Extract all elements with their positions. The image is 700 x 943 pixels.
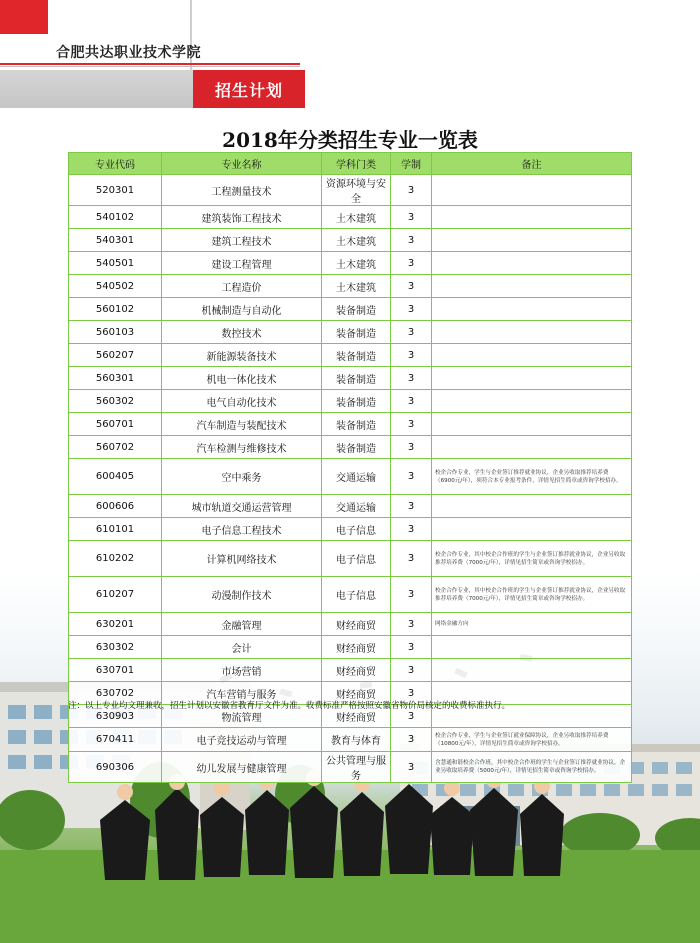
cell-name: 工程造价: [162, 275, 322, 298]
cell-note: 网络金融方向: [432, 613, 632, 636]
table-row: [69, 252, 632, 275]
cell-category: 电子信息: [322, 518, 391, 541]
cell-category: 教育与体育: [322, 728, 391, 752]
cell-note: [432, 275, 632, 298]
table-row: [69, 413, 632, 436]
cell-name: 机械制造与自动化: [162, 298, 322, 321]
cell-code: 560103: [69, 321, 162, 344]
cell-category: 装备制造: [322, 367, 391, 390]
school-name: 合肥共达职业技术学院: [56, 45, 201, 61]
table-row: [69, 344, 632, 367]
cell-years: 3: [391, 636, 432, 659]
cell-years: 3: [391, 752, 432, 783]
table-row: [69, 298, 632, 321]
cell-code: 630903: [69, 705, 162, 728]
cell-years: 3: [391, 390, 432, 413]
cell-category: 土木建筑: [322, 275, 391, 298]
table-row: [69, 206, 632, 229]
section-tab: 招生计划: [193, 70, 305, 108]
cell-category: 财经商贸: [322, 682, 391, 705]
cell-category: 装备制造: [322, 390, 391, 413]
table-row: [69, 636, 632, 659]
cell-name: 建筑装饰工程技术: [162, 206, 322, 229]
cell-years: 3: [391, 577, 432, 613]
cell-code: 560301: [69, 367, 162, 390]
column-header-code: 专业代码: [69, 153, 162, 175]
cell-code: 630201: [69, 613, 162, 636]
cell-note: [432, 495, 632, 518]
cell-note: [432, 636, 632, 659]
cell-name: 汽车检测与维修技术: [162, 436, 322, 459]
cell-code: 610202: [69, 541, 162, 577]
cell-name: 电子信息工程技术: [162, 518, 322, 541]
footnote: 注：以上专业均文理兼收，招生计划以安徽省教育厅文件为准。收费标准严格按照安徽省物价局核定的收费标准执行。: [68, 701, 511, 711]
cell-years: 3: [391, 436, 432, 459]
enrollment-table: [68, 152, 632, 783]
header-red-rule: [0, 63, 300, 65]
cell-name: 计算机网络技术: [162, 541, 322, 577]
cell-category: 土木建筑: [322, 206, 391, 229]
cell-code: 670411: [69, 728, 162, 752]
cell-category: 公共管理与服务: [322, 752, 391, 783]
cell-name: 汽车制造与装配技术: [162, 413, 322, 436]
cell-name: 机电一体化技术: [162, 367, 322, 390]
cell-category: 土木建筑: [322, 252, 391, 275]
table-row: [69, 275, 632, 298]
table-row: [69, 436, 632, 459]
cell-years: 3: [391, 613, 432, 636]
cell-name: 新能源装备技术: [162, 344, 322, 367]
cell-name: 电子竞技运动与管理: [162, 728, 322, 752]
cell-name: 数控技术: [162, 321, 322, 344]
column-header-years: 学制: [391, 153, 432, 175]
cell-code: 600405: [69, 459, 162, 495]
cell-category: 电子信息: [322, 577, 391, 613]
cell-years: 3: [391, 367, 432, 390]
cell-note: [432, 206, 632, 229]
table-row: [69, 659, 632, 682]
cell-category: 财经商贸: [322, 636, 391, 659]
cell-note: [432, 321, 632, 344]
table-row: [69, 390, 632, 413]
cell-name: 动漫制作技术: [162, 577, 322, 613]
cell-years: 3: [391, 705, 432, 728]
cell-category: 财经商贸: [322, 613, 391, 636]
column-header-name: 专业名称: [162, 153, 322, 175]
table-row: [69, 541, 632, 577]
cell-category: 装备制造: [322, 344, 391, 367]
table-header-row: [69, 153, 632, 175]
cell-note: [432, 298, 632, 321]
cell-years: 3: [391, 413, 432, 436]
cell-category: 装备制造: [322, 298, 391, 321]
cell-note: 校企合作专业，其中校企合作班的学生与企业签订推荐就业协议，企业另收取推荐培养费（7000元/年），详情见招生简章或咨询学校招办。: [432, 541, 632, 577]
cell-code: 540102: [69, 206, 162, 229]
column-header-note: 备注: [432, 153, 632, 175]
cell-years: 3: [391, 682, 432, 705]
cell-code: 600606: [69, 495, 162, 518]
cell-category: 土木建筑: [322, 229, 391, 252]
cell-name: 城市轨道交通运营管理: [162, 495, 322, 518]
table-row: [69, 518, 632, 541]
cell-years: 3: [391, 659, 432, 682]
table-row: [69, 367, 632, 390]
cell-name: 空中乘务: [162, 459, 322, 495]
cell-category: 财经商贸: [322, 705, 391, 728]
cell-category: 电子信息: [322, 541, 391, 577]
cell-code: 630701: [69, 659, 162, 682]
table-row: [69, 613, 632, 636]
cell-code: 560102: [69, 298, 162, 321]
cell-name: 物流管理: [162, 705, 322, 728]
cell-years: 3: [391, 518, 432, 541]
cell-note: [432, 344, 632, 367]
cell-years: 3: [391, 321, 432, 344]
cell-note: [432, 518, 632, 541]
cell-code: 560702: [69, 436, 162, 459]
cell-years: 3: [391, 229, 432, 252]
cell-note: 校企合作专业，学生与企业签订推荐就业协议，企业另收取推荐培养费（6900元/年），须符合本专业报考条件，详情见招生简章或咨询学校招办。: [432, 459, 632, 495]
cell-code: 520301: [69, 175, 162, 206]
cell-note: [432, 229, 632, 252]
table-row: [69, 321, 632, 344]
table-row: [69, 728, 632, 752]
cell-code: 610207: [69, 577, 162, 613]
cell-code: 560302: [69, 390, 162, 413]
cell-code: 540502: [69, 275, 162, 298]
cell-name: 幼儿发展与健康管理: [162, 752, 322, 783]
cell-name: 金融管理: [162, 613, 322, 636]
table-row: [69, 175, 632, 206]
table-row: [69, 577, 632, 613]
cell-years: 3: [391, 252, 432, 275]
cell-name: 建筑工程技术: [162, 229, 322, 252]
cell-category: 装备制造: [322, 413, 391, 436]
cell-note: [432, 367, 632, 390]
cell-category: 交通运输: [322, 495, 391, 518]
cell-code: 630302: [69, 636, 162, 659]
cell-years: 3: [391, 344, 432, 367]
table-row: [69, 495, 632, 518]
page-title: 2018年分类招生专业一览表: [222, 128, 478, 152]
cell-note: 含慧通和谐校企合作班，其中校企合作班的学生与企业签订推荐就业协议，企业另收取培养费（5000元/年），详情见招生简章或咨询学校招办。: [432, 752, 632, 783]
cell-years: 3: [391, 728, 432, 752]
cell-code: 630702: [69, 682, 162, 705]
cell-years: 3: [391, 495, 432, 518]
cell-code: 560207: [69, 344, 162, 367]
cell-note: 校企合作专业，学生与企业签订就业保障协议，企业另收取推荐培养费（10800元/年），详情见招生简章或咨询学校招办。: [432, 728, 632, 752]
table-row: [69, 229, 632, 252]
header-grey-rule: [0, 66, 300, 67]
cell-name: 建设工程管理: [162, 252, 322, 275]
cell-years: 3: [391, 459, 432, 495]
cell-code: 540301: [69, 229, 162, 252]
cell-note: [432, 413, 632, 436]
cell-code: 610101: [69, 518, 162, 541]
cell-note: [432, 175, 632, 206]
cell-name: 工程测量技术: [162, 175, 322, 206]
cell-name: 市场营销: [162, 659, 322, 682]
cell-name: 会计: [162, 636, 322, 659]
cell-years: 3: [391, 175, 432, 206]
cell-code: 540501: [69, 252, 162, 275]
column-header-category: 学科门类: [322, 153, 391, 175]
cell-note: [432, 252, 632, 275]
table-row: [69, 752, 632, 783]
cell-name: 汽车营销与服务: [162, 682, 322, 705]
cell-name: 电气自动化技术: [162, 390, 322, 413]
cell-years: 3: [391, 275, 432, 298]
cell-category: 财经商贸: [322, 659, 391, 682]
cell-note: 校企合作专业，其中校企合作班的学生与企业签订推荐就业协议，企业另收取推荐培养费（7000元/年），详情见招生简章或咨询学校招办。: [432, 577, 632, 613]
table-row: [69, 459, 632, 495]
cell-code: 690306: [69, 752, 162, 783]
cell-category: 交通运输: [322, 459, 391, 495]
cell-category: 装备制造: [322, 436, 391, 459]
cell-note: [432, 659, 632, 682]
graduates-group: [100, 784, 564, 880]
cell-note: [432, 436, 632, 459]
brand-red-square: [0, 0, 48, 34]
cell-years: 3: [391, 541, 432, 577]
cell-category: 装备制造: [322, 321, 391, 344]
cell-years: 3: [391, 298, 432, 321]
cell-category: 资源环境与安全: [322, 175, 391, 206]
cell-years: 3: [391, 206, 432, 229]
cell-note: [432, 390, 632, 413]
cell-code: 560701: [69, 413, 162, 436]
